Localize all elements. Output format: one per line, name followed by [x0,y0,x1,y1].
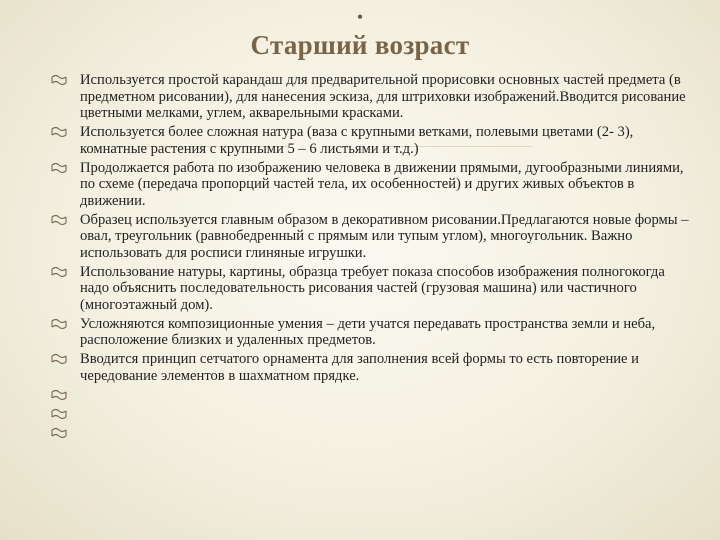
slide-title: Старший возраст [250,30,470,60]
scroll-bullet-icon [50,427,68,439]
scroll-bullet-icon [50,318,68,330]
bullet-text: Использование натуры, картины, образца требует показа способов изображения полногокогда надо объяснить последовательность рисования частей (грузовая машина) или частичного (многоэтажный дом). [80,263,665,313]
bullet-item [48,264,696,314]
bullet-item-empty [48,406,696,423]
bullet-text: Продолжается работа по изображению человека в движении прямыми, дугообразными линиями, по схеме (передача пропорций частей тела, их особенностей) и других живых объектов в движении. [80,159,684,209]
bullet-item [48,316,696,349]
bullet-text: Используется простой карандаш для предварительной прорисовки основных частей предмета (в предметном рисовании), для нанесения эскиза, для штриховки изображений.Вводится рисование цветными мелками, углем, акварельными красками. [80,72,686,121]
bullet-item [48,212,696,262]
bullet-text: Образец используется главным образом в декоративном рисовании.Предлагаются новые формы – овал, треугольник (равнобедренный с прямым или тупым углом), многоугольник. Важно использовать для росписи глиняные игрушки. [80,211,689,261]
scroll-bullet-icon [50,74,68,86]
bullet-item-empty [48,425,696,439]
bullet-text: Усложняются композиционные умения – дети учатся передавать пространства земли и неба, расположение близких и удаленных предметов. [80,315,656,348]
scroll-bullet-icon [50,162,68,174]
bullet-item [48,160,696,210]
bullet-item [48,124,696,157]
scroll-bullet-icon [50,353,68,365]
top-dot: • [356,7,364,27]
bullet-text: Вводится принцип сетчатого орнамента для заполнения всей формы то есть повторение и чередование элементов в шахматном прядке. [80,351,639,384]
bullet-item [48,72,696,122]
bullet-item-empty [48,387,696,404]
bullet-list [48,72,696,441]
scroll-bullet-icon [50,126,68,138]
scroll-bullet-icon [50,389,68,401]
scroll-bullet-icon [50,408,68,420]
bullet-item [48,351,696,384]
scroll-bullet-icon [50,266,68,278]
bullet-text: Используется более сложная натура (ваза с крупными ветками, полевыми цветами (2- 3), комнатные растения с крупными 5 – 6 листьями и т.д.) [80,124,634,157]
scroll-bullet-icon [50,214,68,226]
